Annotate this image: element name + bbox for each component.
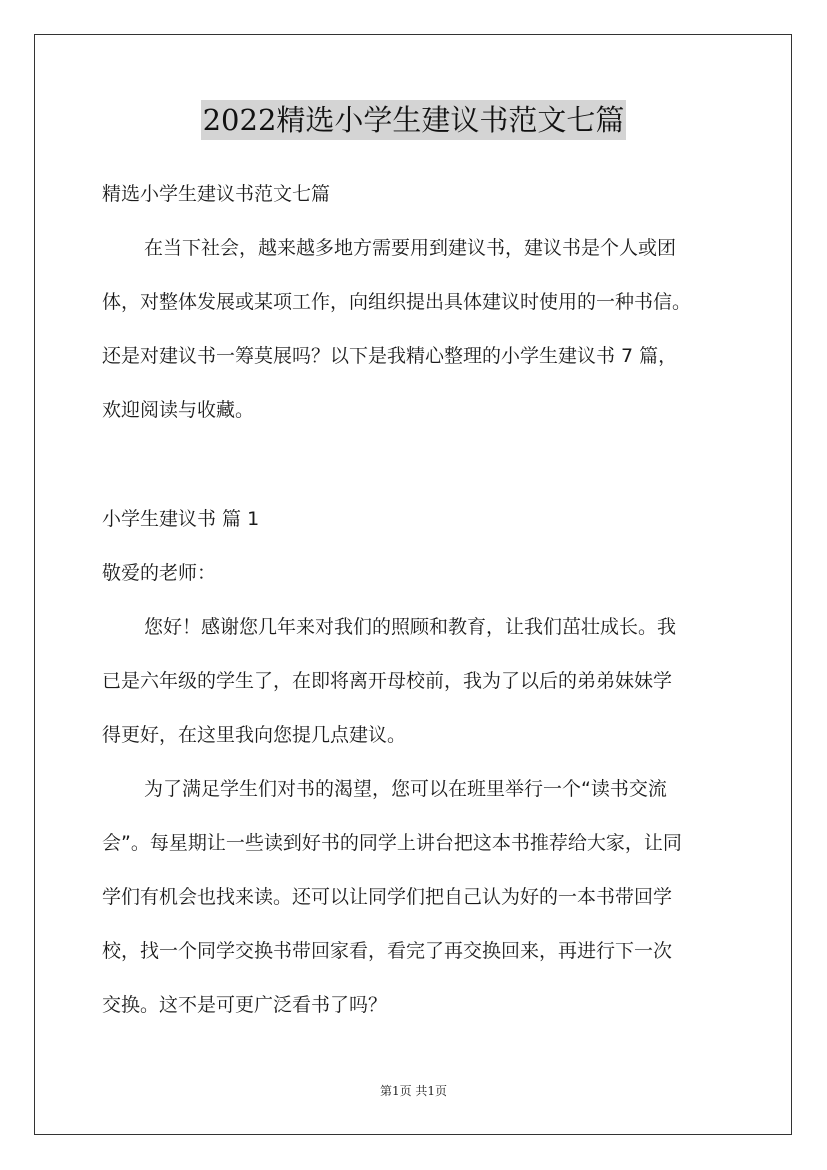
intro-line: 欢迎阅读与收藏。 xyxy=(102,399,255,421)
intro-line: 在当下社会，越来越多地方需要用到建议书，建议书是个人或团 xyxy=(144,237,677,259)
section-heading: 小学生建议书 篇 1 xyxy=(102,508,260,530)
paragraph-line: 交换。这不是可更广泛看书了吗？ xyxy=(102,994,388,1016)
paragraph-line: 学们有机会也找来读。还可以让同学们把自己认为好的一本书带回学 xyxy=(102,886,673,908)
paragraph-line: 会”。每星期让一些读到好书的同学上讲台把这本书推荐给大家，让同 xyxy=(102,832,682,854)
intro-line: 体，对整体发展或某项工作，向组织提出具体建议时使用的一种书信。 xyxy=(102,291,692,313)
salutation: 敬爱的老师： xyxy=(102,562,217,584)
title-container xyxy=(0,100,827,140)
paragraph-line: 您好！感谢您几年来对我们的照顾和教育，让我们茁壮成长。我 xyxy=(144,616,677,638)
intro-line: 还是对建议书一筹莫展吗？以下是我精心整理的小学生建议书 7 篇， xyxy=(102,345,678,367)
paragraph-line: 已是六年级的学生了，在即将离开母校前，我为了以后的弟弟妹妹学 xyxy=(102,670,673,692)
paragraph-line: 为了满足学生们对书的渴望，您可以在班里举行一个“读书交流 xyxy=(144,778,667,800)
page-footer: 第1页 共1页 xyxy=(379,1084,448,1098)
document-title: 2022精选小学生建议书范文七篇 xyxy=(201,100,627,140)
subtitle: 精选小学生建议书范文七篇 xyxy=(102,183,331,205)
paragraph-line: 得更好，在这里我向您提几点建议。 xyxy=(102,724,407,746)
paragraph-line: 校，找一个同学交换书带回家看，看完了再交换回来，再进行下一次 xyxy=(102,940,673,962)
